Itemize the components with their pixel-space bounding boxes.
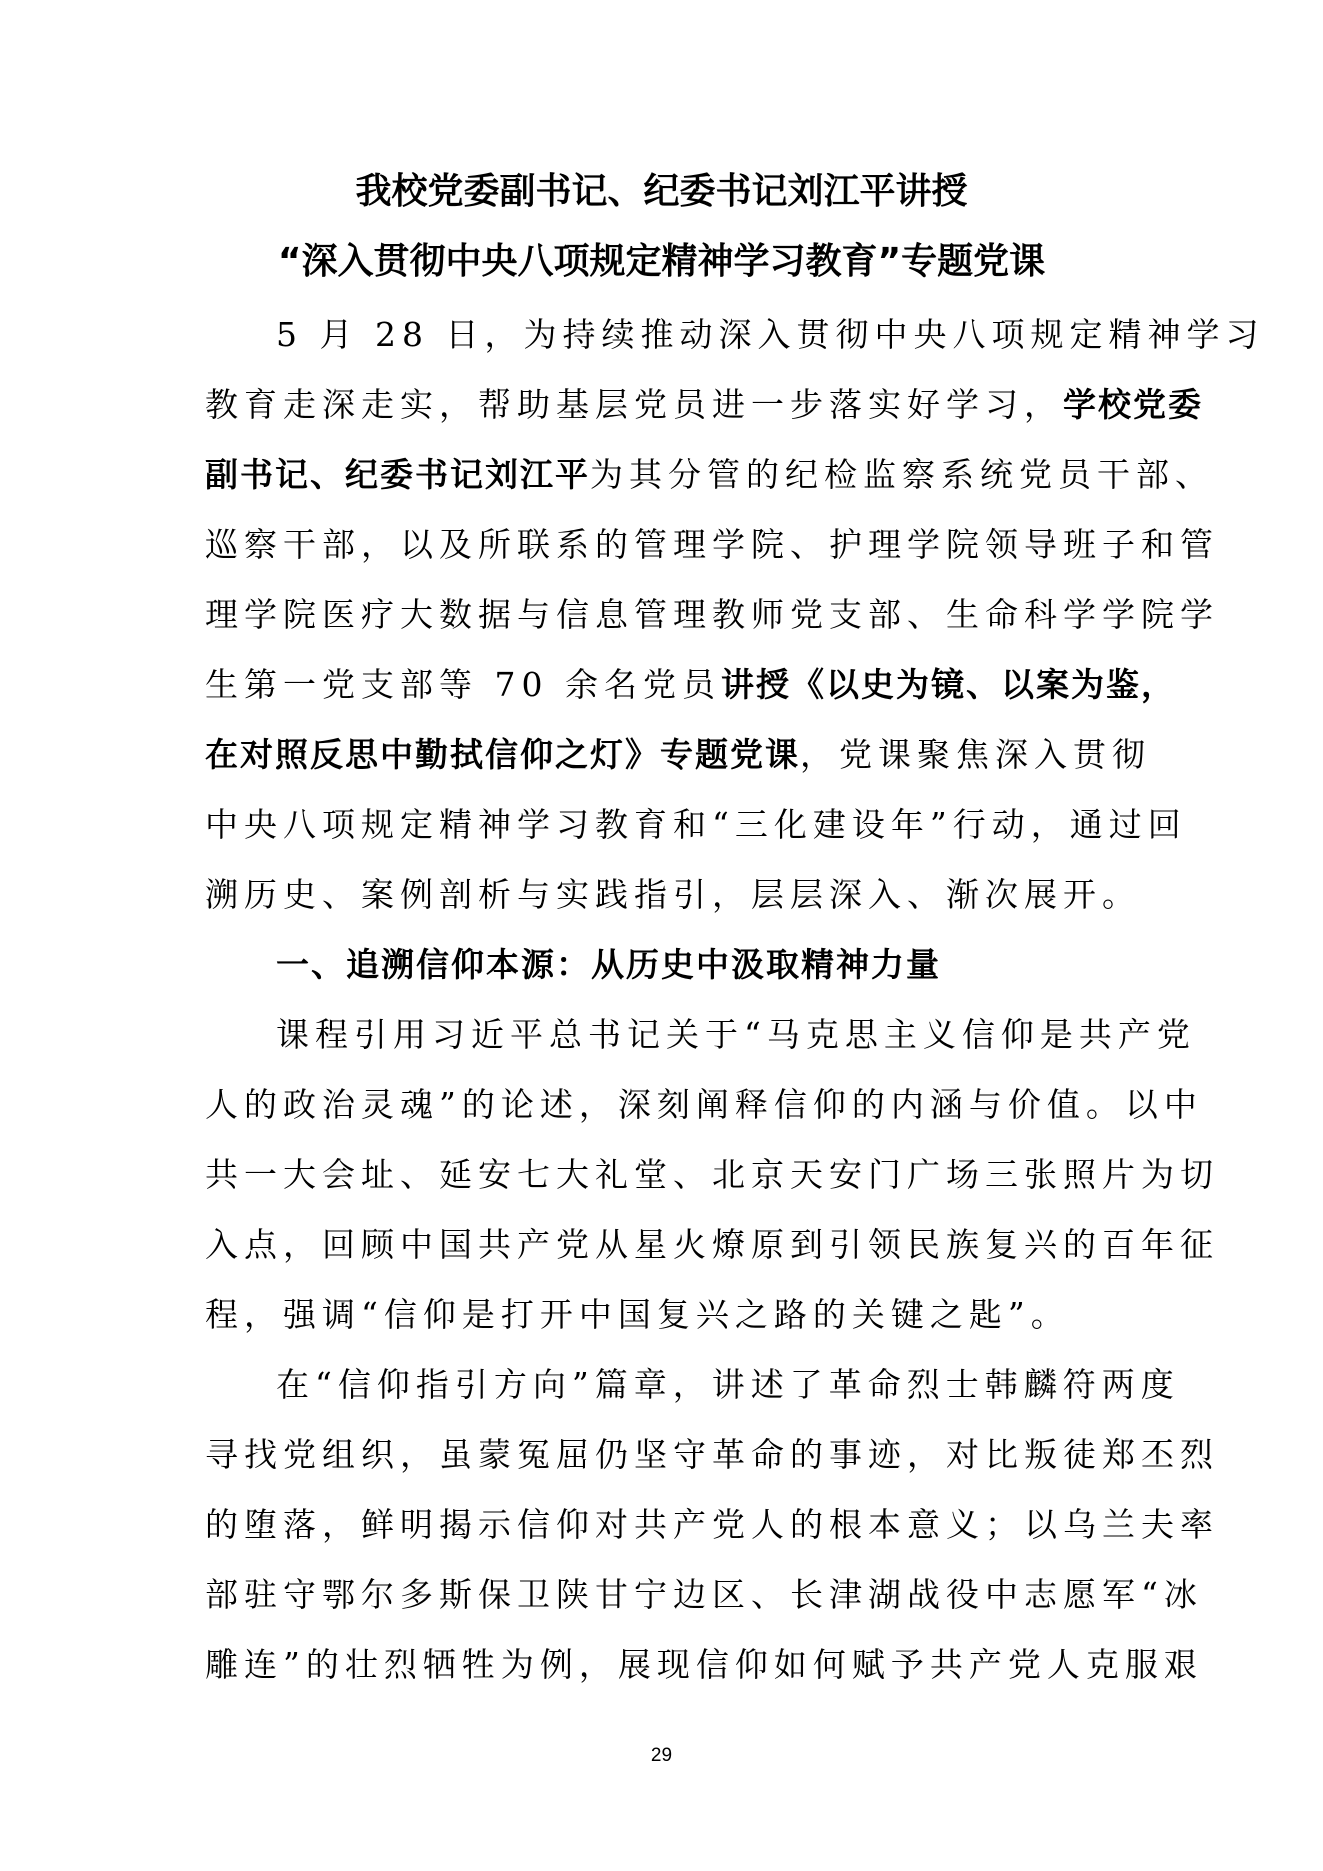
paragraph-1-line-5: 理学院医疗大数据与信息管理教师党支部、生命科学学院学 — [205, 595, 1219, 634]
paragraph-1-line-6 — [205, 650, 1176, 720]
paragraph-2-line-2: 人的政治灵魂”的论述，深刻阐释信仰的内涵与价值。以中 — [205, 1085, 1203, 1124]
paragraph-1-line-9: 溯历史、案例剖析与实践指引，层层深入、渐次展开。 — [205, 875, 1141, 914]
paragraph-1-line-7 — [205, 720, 1151, 790]
article-title-line-2: “深入贯彻中央八项规定精神学习教育”专题党课 — [277, 241, 1046, 282]
paragraph-2-line-4: 入点，回顾中国共产党从星火燎原到引领民族复兴的百年征 — [205, 1225, 1219, 1264]
bold-phrase-secretary-name: 副书记、纪委书记刘江平 — [205, 455, 590, 494]
paragraph-1-line-2 — [205, 370, 1203, 440]
paragraph-1-line-1: 5 月 28 日，为持续推动深入贯彻中央八项规定精神学习 — [276, 315, 1265, 354]
paragraph-1-line-8: 中央八项规定精神学习教育和“三化建设年”行动，通过回 — [205, 805, 1187, 844]
paragraph-3-line-3: 的堕落，鲜明揭示信仰对共产党人的根本意义；以乌兰夫率 — [205, 1505, 1219, 1544]
paragraph-1-line-7-text: ，党课聚焦深入贯彻 — [800, 735, 1151, 774]
paragraph-1-line-3-text: 为其分管的纪检监察系统党员干部、 — [590, 455, 1214, 494]
bold-phrase-school-party-committee: 学校党委 — [1063, 385, 1203, 424]
paragraph-3-line-1: 在“信仰指引方向”篇章，讲述了革命烈士韩麟符两度 — [276, 1365, 1180, 1404]
paragraph-1-line-4: 巡察干部，以及所联系的管理学院、护理学院领导班子和管 — [205, 525, 1219, 564]
article-title-line-1: 我校党委副书记、纪委书记刘江平讲授 — [355, 171, 968, 212]
paragraph-1-line-6-text: 生第一党支部等 70 余名党员 — [205, 665, 721, 704]
paragraph-2-line-5: 程，强调“信仰是打开中国复兴之路的关键之匙”。 — [205, 1295, 1070, 1334]
bold-phrase-lecture-title-start: 讲授《以史为镜、以案为鉴， — [720, 665, 1176, 704]
page-number: 29 — [650, 1745, 673, 1766]
bold-phrase-lecture-title-end: 在对照反思中勤拭信仰之灯》专题党课 — [205, 735, 800, 774]
section-heading-1: 一、追溯信仰本源：从历史中汲取精神力量 — [276, 945, 941, 984]
paragraph-2-line-3: 共一大会址、延安七大礼堂、北京天安门广场三张照片为切 — [205, 1155, 1219, 1194]
paragraph-3-line-4: 部驻守鄂尔多斯保卫陕甘宁边区、长津湖战役中志愿军“冰 — [205, 1575, 1203, 1614]
paragraph-1-line-3 — [205, 440, 1214, 510]
paragraph-3-line-2: 寻找党组织，虽蒙冤屈仍坚守革命的事迹，对比叛徒郑丕烈 — [205, 1435, 1219, 1474]
paragraph-1-line-2-text: 教育走深走实，帮助基层党员进一步落实好学习， — [205, 385, 1063, 424]
paragraph-3-line-5: 雕连”的壮烈牺牲为例，展现信仰如何赋予共产党人克服艰 — [205, 1645, 1203, 1684]
paragraph-2-line-1: 课程引用习近平总书记关于“马克思主义信仰是共产党 — [276, 1015, 1196, 1054]
